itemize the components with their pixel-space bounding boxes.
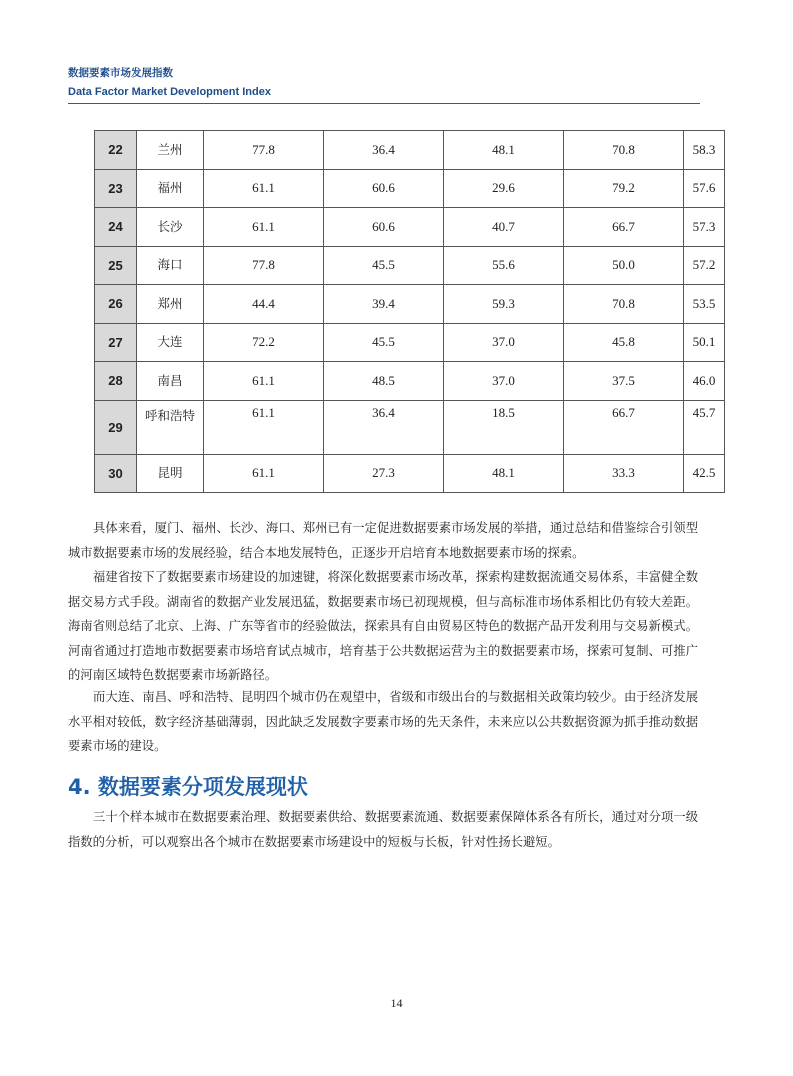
header-title-en: Data Factor Market Development Index <box>68 86 271 98</box>
value-cell: 45.5 <box>324 323 444 362</box>
value-cell: 61.1 <box>204 400 324 454</box>
table-row <box>95 400 725 454</box>
value-cell: 36.4 <box>324 400 444 454</box>
value-cell: 50.0 <box>564 246 684 285</box>
value-cell: 60.6 <box>324 208 444 247</box>
paragraph-section-intro: 三十个样本城市在数据要素治理、数据要素供给、数据要素流通、数据要素保障体系各有所长，通过对分项一级指数的分析，可以观察出各个城市在数据要素市场建设中的短板与长板，针对性扬长避短。 <box>68 810 698 849</box>
table-row <box>95 285 725 324</box>
paragraph-overview: 具体来看，厦门、福州、长沙、海口、郑州已有一定促进数据要素市场发展的举措，通过总结和借鉴综合引领型城市数据要素市场的发展经验，结合本地发展特色，正逐步开启培育本地数据要素市场的探索。 <box>68 521 698 560</box>
total-cell: 45.7 <box>684 400 725 454</box>
rank-cell: 28 <box>95 362 137 401</box>
value-cell: 70.8 <box>564 285 684 324</box>
total-cell: 57.6 <box>684 169 725 208</box>
city-cell: 郑州 <box>137 285 204 324</box>
total-cell: 50.1 <box>684 323 725 362</box>
page-number: 14 <box>390 996 403 1010</box>
running-header <box>68 66 700 99</box>
table-row <box>95 208 725 247</box>
total-cell: 46.0 <box>684 362 725 401</box>
value-cell: 48.1 <box>444 454 564 493</box>
total-cell: 57.2 <box>684 246 725 285</box>
header-title-cn: 数据要素市场发展指数 <box>68 67 173 79</box>
table-row <box>95 246 725 285</box>
value-cell: 59.3 <box>444 285 564 324</box>
city-cell: 长沙 <box>137 208 204 247</box>
city-cell: 南昌 <box>137 362 204 401</box>
total-cell: 53.5 <box>684 285 725 324</box>
city-cell: 福州 <box>137 169 204 208</box>
rank-cell: 27 <box>95 323 137 362</box>
table-row <box>95 454 725 493</box>
table-row <box>95 323 725 362</box>
section-title: 4. 数据要素分项发展现状 <box>68 775 308 799</box>
rank-cell: 24 <box>95 208 137 247</box>
value-cell: 48.5 <box>324 362 444 401</box>
value-cell: 66.7 <box>564 400 684 454</box>
value-cell: 44.4 <box>204 285 324 324</box>
value-cell: 77.8 <box>204 246 324 285</box>
total-cell: 58.3 <box>684 131 725 170</box>
paragraph-watching-cities: 而大连、南昌、呼和浩特、昆明四个城市仍在观望中，省级和市级出台的与数据相关政策均较少。由于经济发展水平相对较低，数字经济基础薄弱，因此缺乏发展数字要素市场的先天条件，未来应以公共数据资源为抓手推动数据要素市场的建设。 <box>68 690 698 754</box>
city-cell: 呼和浩特 <box>137 400 204 454</box>
value-cell: 37.0 <box>444 362 564 401</box>
city-cell: 大连 <box>137 323 204 362</box>
rank-cell: 30 <box>95 454 137 493</box>
value-cell: 45.5 <box>324 246 444 285</box>
rank-cell: 22 <box>95 131 137 170</box>
value-cell: 39.4 <box>324 285 444 324</box>
total-cell: 42.5 <box>684 454 725 493</box>
table-row <box>95 362 725 401</box>
value-cell: 79.2 <box>564 169 684 208</box>
value-cell: 61.1 <box>204 454 324 493</box>
city-cell: 兰州 <box>137 131 204 170</box>
city-cell: 海口 <box>137 246 204 285</box>
total-cell: 57.3 <box>684 208 725 247</box>
value-cell: 72.2 <box>204 323 324 362</box>
header-divider <box>68 103 700 104</box>
city-cell: 昆明 <box>137 454 204 493</box>
value-cell: 18.5 <box>444 400 564 454</box>
value-cell: 29.6 <box>444 169 564 208</box>
value-cell: 61.1 <box>204 169 324 208</box>
value-cell: 40.7 <box>444 208 564 247</box>
value-cell: 61.1 <box>204 362 324 401</box>
table-row <box>95 169 725 208</box>
rank-cell: 23 <box>95 169 137 208</box>
value-cell: 27.3 <box>324 454 444 493</box>
value-cell: 60.6 <box>324 169 444 208</box>
value-cell: 48.1 <box>444 131 564 170</box>
value-cell: 61.1 <box>204 208 324 247</box>
value-cell: 55.6 <box>444 246 564 285</box>
value-cell: 37.0 <box>444 323 564 362</box>
rank-cell: 25 <box>95 246 137 285</box>
value-cell: 77.8 <box>204 131 324 170</box>
value-cell: 70.8 <box>564 131 684 170</box>
rank-cell: 26 <box>95 285 137 324</box>
value-cell: 66.7 <box>564 208 684 247</box>
value-cell: 36.4 <box>324 131 444 170</box>
rank-cell: 29 <box>95 400 137 454</box>
index-table <box>94 130 725 493</box>
paragraph-provinces: 福建省按下了数据要素市场建设的加速键，将深化数据要素市场改革，探索构建数据流通交易体系，丰富健全数据交易方式手段。湖南省的数据产业发展迅猛，数据要素市场已初现规模，但与高标准市场体系相比仍有较大差距。海南省则总结了北京、上海、广东等省市的经验做法，探索具有自由贸易区特色的数据产品开发利用与交易新模式。河南省通过打造地市数据要素市场培育试点城市，培育基于公共数据运营为主的数据要素市场，探索可复制、可推广的河南区域特色数据要素市场新路径。 <box>68 570 698 683</box>
value-cell: 33.3 <box>564 454 684 493</box>
value-cell: 45.8 <box>564 323 684 362</box>
table-row <box>95 131 725 170</box>
value-cell: 37.5 <box>564 362 684 401</box>
